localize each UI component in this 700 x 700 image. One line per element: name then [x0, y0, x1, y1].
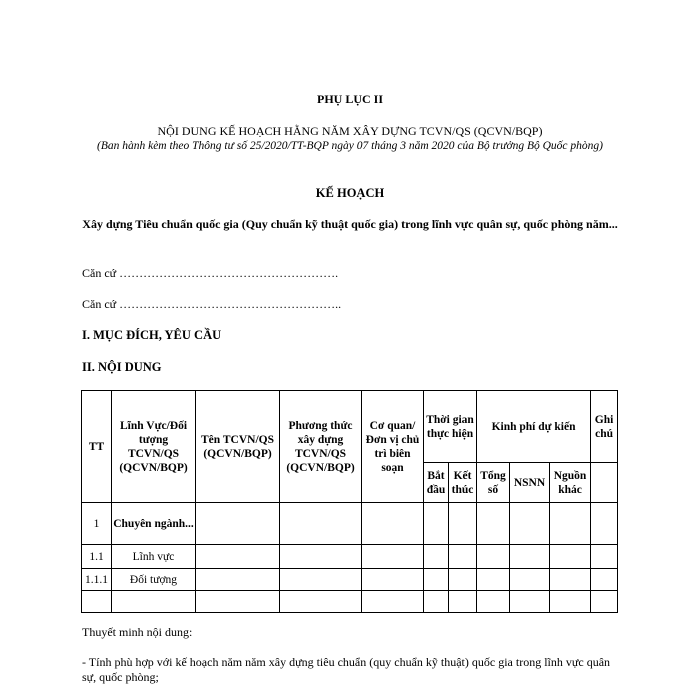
cell-empty: [477, 545, 510, 569]
section-heading-content: II. NỘI DUNG: [82, 360, 162, 374]
plan-subtitle: Xây dựng Tiêu chuẩn quốc gia (Quy chuẩn kỹ thuật quốc gia) trong lĩnh vực quân sự, quốc phòng năm...: [82, 217, 618, 231]
cell-empty: [449, 503, 477, 545]
cell-field: Đối tượng: [112, 569, 196, 591]
plan-title: KẾ HOẠCH: [315, 186, 385, 200]
cell-empty: [424, 545, 449, 569]
header-budget: Kinh phí dự kiến: [477, 391, 591, 463]
cell-empty: [550, 503, 591, 545]
cell-field: Lĩnh vực: [112, 545, 196, 569]
cell-empty: [196, 569, 280, 591]
cell-empty: [510, 591, 550, 613]
issued-note: (Ban hành kèm theo Thông tư số 25/2020/TT-BQP ngày 07 tháng 3 năm 2020 của Bộ trưởng Bộ Quốc phòng): [96, 140, 603, 152]
cell-field: Chuyên ngành...: [112, 503, 196, 545]
explanation-label: Thuyết minh nội dung:: [82, 625, 193, 639]
cell-empty: [550, 545, 591, 569]
cell-empty: [280, 545, 362, 569]
cell-empty: [362, 503, 424, 545]
cell-empty: [591, 591, 618, 613]
cell-empty: [449, 591, 477, 613]
cell-empty: [477, 569, 510, 591]
appendix-title: PHỤ LỤC II: [316, 92, 383, 106]
header-nsnn: NSNN: [510, 463, 550, 503]
cell-empty: [280, 569, 362, 591]
cell-empty: [280, 503, 362, 545]
cell-empty: [477, 503, 510, 545]
cell-tt: 1.1: [82, 545, 112, 569]
header-field: Lĩnh Vực/Đối tượng TCVN/QS (QCVN/BQP): [112, 391, 196, 503]
header-note-blank: [591, 463, 618, 503]
cell-tt: 1.1.1: [82, 569, 112, 591]
cell-empty: [477, 591, 510, 613]
cell-tt: [82, 591, 112, 613]
plan-table: [81, 390, 618, 613]
basis-line-1: Căn cứ ……………………………………………….: [82, 266, 339, 280]
cell-empty: [550, 591, 591, 613]
cell-empty: [362, 591, 424, 613]
header-agency: Cơ quan/Đơn vị chủ trì biên soạn: [362, 391, 424, 503]
cell-empty: [280, 591, 362, 613]
cell-empty: [449, 545, 477, 569]
header-name: Tên TCVN/QS (QCVN/BQP): [196, 391, 280, 503]
content-title: NỘI DUNG KẾ HOẠCH HẰNG NĂM XÂY DỰNG TCVN/QS (QCVN/BQP): [157, 124, 543, 138]
cell-field: [112, 591, 196, 613]
header-start: Bắt đầu: [424, 463, 449, 503]
cell-empty: [196, 545, 280, 569]
table-row: [82, 591, 618, 613]
cell-empty: [362, 545, 424, 569]
cell-empty: [510, 503, 550, 545]
header-total: Tổng số: [477, 463, 510, 503]
table-row: [82, 545, 618, 569]
cell-empty: [449, 569, 477, 591]
header-time: Thời gian thực hiện: [424, 391, 477, 463]
cell-empty: [591, 569, 618, 591]
header-method: Phương thức xây dựng TCVN/QS (QCVN/BQP): [280, 391, 362, 503]
section-heading-purpose: I. MỤC ĐÍCH, YÊU CẦU: [82, 328, 222, 342]
cell-empty: [424, 591, 449, 613]
cell-empty: [362, 569, 424, 591]
cell-empty: [591, 545, 618, 569]
basis-line-2: Căn cứ ………………………………………………..: [82, 297, 342, 311]
cell-empty: [510, 545, 550, 569]
header-end: Kết thúc: [449, 463, 477, 503]
cell-empty: [510, 569, 550, 591]
cell-empty: [196, 503, 280, 545]
table-row: [82, 503, 618, 545]
header-note: Ghi chú: [591, 391, 618, 463]
cell-empty: [424, 503, 449, 545]
cell-tt: 1: [82, 503, 112, 545]
header-other: Nguồn khác: [550, 463, 591, 503]
header-tt: TT: [82, 391, 112, 503]
cell-empty: [591, 503, 618, 545]
cell-empty: [424, 569, 449, 591]
cell-empty: [550, 569, 591, 591]
table-row: [82, 569, 618, 591]
explanation-bullet: - Tính phù hợp với kế hoạch năm năm xây dựng tiêu chuẩn (quy chuẩn kỹ thuật) quốc gia trong lĩnh vực quân sự, quốc phòng;: [82, 655, 611, 684]
cell-empty: [196, 591, 280, 613]
